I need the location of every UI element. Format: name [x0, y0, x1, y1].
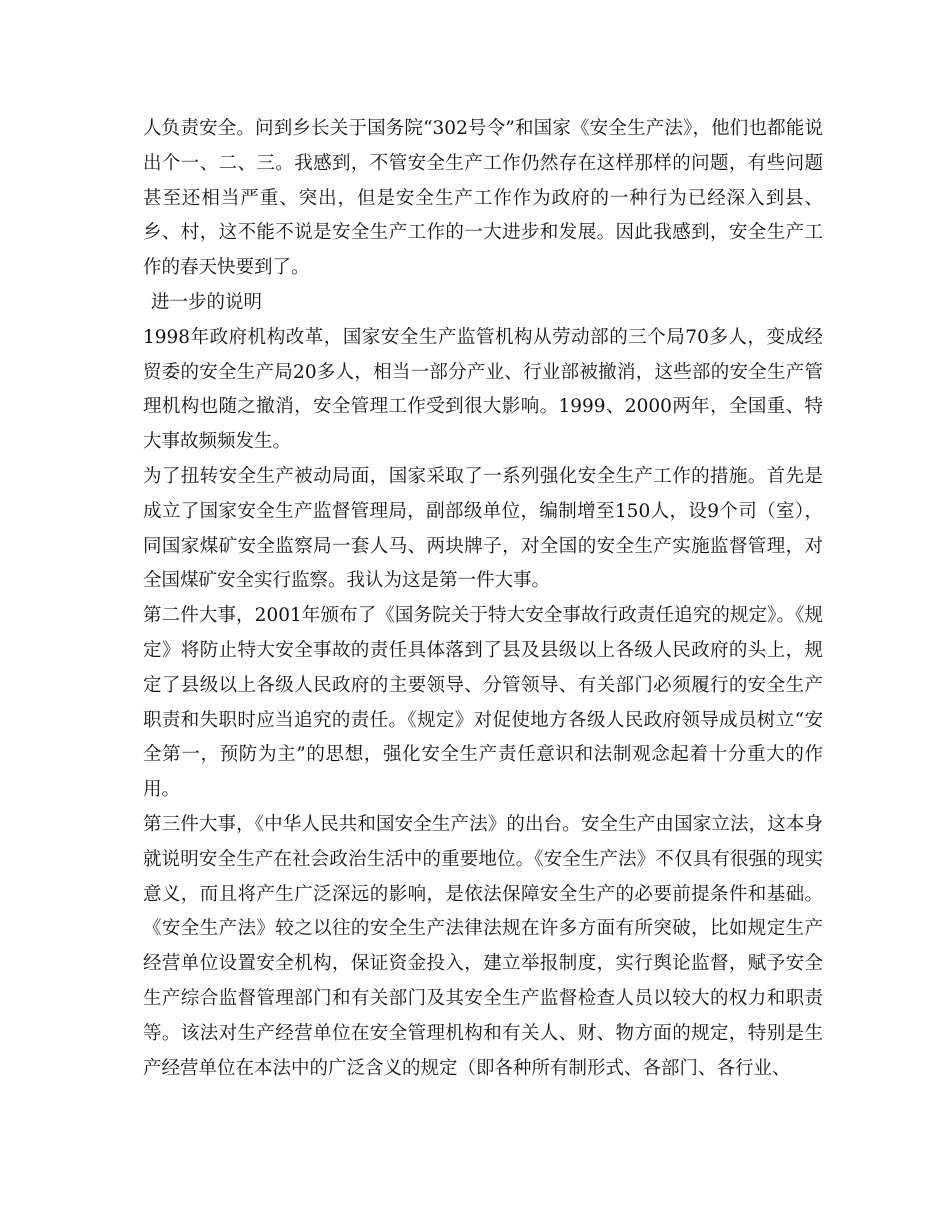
- document-body: [143, 112, 823, 1086]
- paragraph-second-event: 第二件大事，2001年颁布了《国务院关于特大安全事故行政责任追究的规定》。《规定》将防止特大安全事故的责任具体落到了县及县级以上各级人民政府的头上，规定了县级以上各级人民政府的主要领导、分管领导、有关部门必须履行的安全生产职责和失职时应当追究的责任。《规定》对促使地方各级人民政府领导成员树立“安全第一，预防为主”的思想，强化安全生产责任意识和法制观念起着十分重大的作用。: [143, 605, 823, 801]
- paragraph-first-event: 为了扭转安全生产被动局面，国家采取了一系列强化安全生产工作的措施。首先是成立了国家安全生产监督管理局，副部级单位，编制增至150人，设9个司（室），同国家煤矿安全监察局一套人马、两块牌子，对全国的安全生产实施监督管理，对全国煤矿安全实行监察。我认为这是第一件大事。: [143, 465, 823, 592]
- paragraph-intro: 人负责安全。问到乡长关于国务院“302号令”和国家《安全生产法》，他们也都能说出个一、二、三。我感到，不管安全生产工作仍然存在这样那样的问题，有些问题甚至还相当严重、突出，但是安全生产工作作为政府的一种行为已经深入到县、乡、村，这不能不说是安全生产工作的一大进步和发展。因此我感到，安全生产工作的春天快要到了。: [143, 118, 823, 279]
- paragraph-third-event: 第三件大事，《中华人民共和国安全生产法》的出台。安全生产由国家立法，这本身就说明安全生产在社会政治生活中的重要地位。《安全生产法》不仅具有很强的现实意义，而且将产生广泛深远的影响，是依法保障安全生产的必要前提条件和基础。《安全生产法》较之以往的安全生产法律法规在许多方面有所突破，比如规定生产经营单位设置安全机构，保证资金投入，建立举报制度，实行舆论监督，赋予安全生产综合监督管理部门和有关部门及其安全生产监督检查人员以较大的权力和职责等。该法对生产经营单位在安全管理机构和有关人、财、物方面的规定，特别是生产经营单位在本法中的广泛含义的规定（即各种所有制形式、各部门、各行业、: [143, 813, 823, 1079]
- paragraph-1998-reform: 1998年政府机构改革，国家安全生产监管机构从劳动部的三个局70多人，变成经贸委的安全生产局20多人，相当一部分产业、行业部被撤消，这些部的安全生产管理机构也随之撤消，安全管理工作受到很大影响。1999、2000两年，全国重、特大事故频频发生。: [143, 326, 823, 453]
- section-heading: 进一步的说明: [151, 291, 263, 313]
